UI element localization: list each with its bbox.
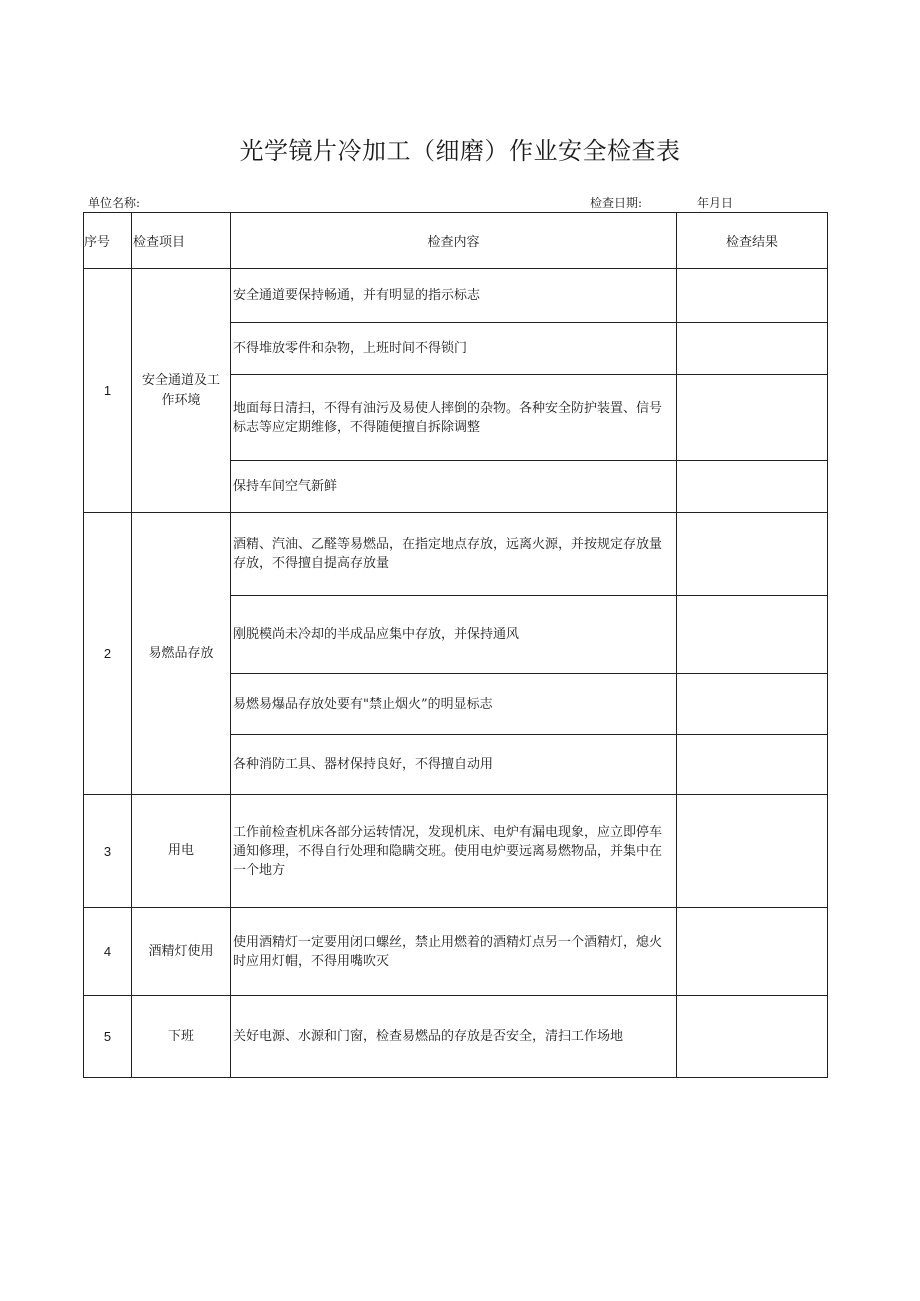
table-header-row <box>84 213 828 269</box>
item-cell: 易燃品存放 <box>132 513 231 795</box>
seq-cell: 1 <box>84 269 132 513</box>
seq-cell: 2 <box>84 513 132 795</box>
result-cell[interactable] <box>677 996 828 1078</box>
result-cell[interactable] <box>677 461 828 513</box>
table-row <box>84 996 828 1078</box>
header-item: 检查项目 <box>132 213 231 269</box>
page-title: 光学镜片冷加工（细磨）作业安全检查表 <box>239 137 681 165</box>
content-cell: 易燃易爆品存放处要有"禁止烟火”的明显标志 <box>231 674 677 735</box>
seq-cell: 3 <box>84 795 132 908</box>
content-cell: 安全通道要保持畅通，并有明显的指示标志 <box>231 269 677 323</box>
item-cell: 下班 <box>132 996 231 1078</box>
content-cell: 保持车间空气新鲜 <box>231 461 677 513</box>
unit-name-label: 单位名称: <box>88 196 141 210</box>
content-cell: 使用酒精灯一定要用闭口螺丝，禁止用燃着的酒精灯点另一个酒精灯，熄火时应用灯帽，不得用嘴吹灭 <box>231 908 677 996</box>
content-cell: 酒精、汽油、乙醛等易燃品，在指定地点存放，远离火源，并按规定存放量存放，不得擅自提高存放量 <box>231 513 677 596</box>
table-row <box>84 908 828 996</box>
result-cell[interactable] <box>677 908 828 996</box>
seq-cell: 4 <box>84 908 132 996</box>
result-cell[interactable] <box>677 375 828 461</box>
content-cell: 关好电源、水源和门窗，检查易燃品的存放是否安全，清扫工作场地 <box>231 996 677 1078</box>
check-date-label: 检查日期: <box>590 196 643 210</box>
content-cell: 不得堆放零件和杂物，上班时间不得锁门 <box>231 323 677 375</box>
header-result: 检查结果 <box>677 213 828 269</box>
result-cell[interactable] <box>677 269 828 323</box>
result-cell[interactable] <box>677 596 828 674</box>
content-cell: 刚脱模尚未冷却的半成品应集中存放，并保持通风 <box>231 596 677 674</box>
inspection-table <box>83 212 828 1078</box>
result-cell[interactable] <box>677 735 828 795</box>
item-cell: 用电 <box>132 795 231 908</box>
item-cell: 酒精灯使用 <box>132 908 231 996</box>
header-seq: 序号 <box>84 213 132 269</box>
result-cell[interactable] <box>677 513 828 596</box>
result-cell[interactable] <box>677 323 828 375</box>
item-cell: 安全通道及工作环境 <box>132 269 231 513</box>
year-month-day-label: 年月日 <box>697 196 734 210</box>
table-row <box>84 269 828 323</box>
content-cell: 工作前检查机床各部分运转情况，发现机床、电炉有漏电现象，应立即停车通知修理，不得自行处理和隐瞒交班。使用电炉要远离易燃物品，并集中在一个地方 <box>231 795 677 908</box>
result-cell[interactable] <box>677 674 828 735</box>
content-cell: 地面每日清扫，不得有油污及易使人摔倒的杂物。各种安全防护装置、信号标志等应定期维修，不得随便擅自拆除调整 <box>231 375 677 461</box>
result-cell[interactable] <box>677 795 828 908</box>
seq-cell: 5 <box>84 996 132 1078</box>
table-row <box>84 795 828 908</box>
table-row <box>84 513 828 596</box>
content-cell: 各种消防工具、器材保持良好，不得擅自动用 <box>231 735 677 795</box>
header-content: 检查内容 <box>231 213 677 269</box>
